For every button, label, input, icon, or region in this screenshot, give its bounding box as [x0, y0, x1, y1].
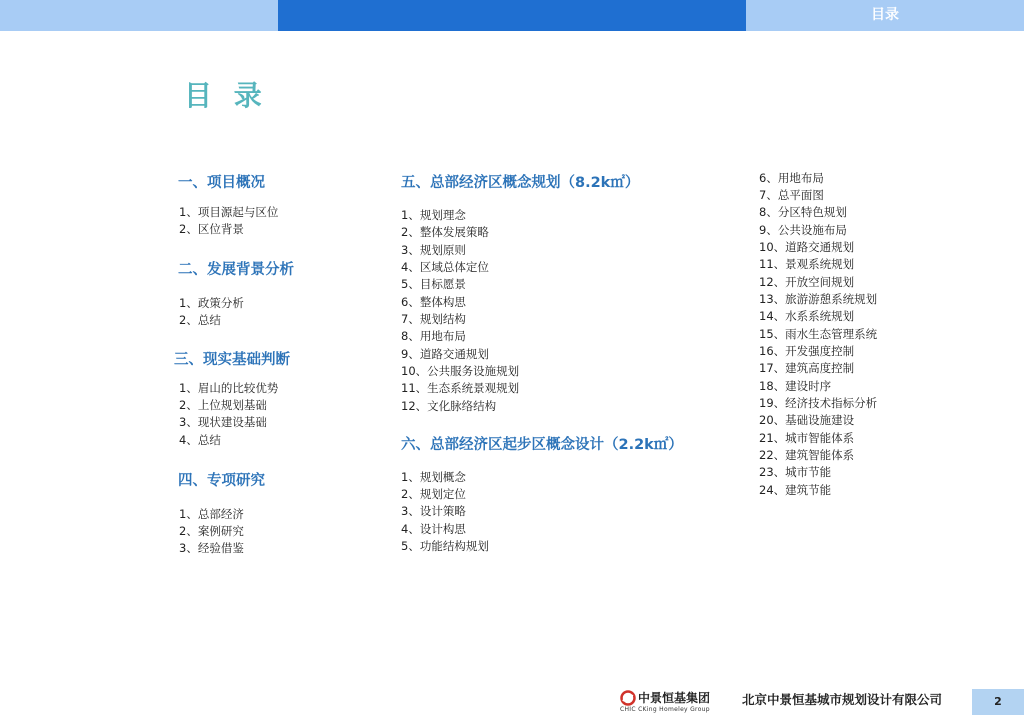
section-heading: 四、专项研究	[178, 473, 265, 489]
toc-item: 5、目标愿景	[401, 277, 466, 291]
toc-item: 3、设计策略	[401, 504, 466, 518]
toc-item: 12、开放空间规划	[759, 275, 855, 289]
toc-item: 7、总平面图	[759, 188, 824, 202]
toc-item: 3、规划原则	[401, 243, 466, 257]
toc-item: 20、基础设施建设	[759, 413, 855, 427]
toc-item: 16、开发强度控制	[759, 344, 855, 358]
toc-item: 1、项目源起与区位	[179, 205, 279, 219]
toc-item: 3、经验借鉴	[179, 541, 244, 555]
toc-item: 3、现状建设基础	[179, 415, 267, 429]
toc-item: 1、眉山的比较优势	[179, 381, 279, 395]
section-heading: 一、项目概况	[178, 175, 265, 191]
toc-item: 13、旅游游憩系统规划	[759, 292, 878, 306]
toc-item: 1、总部经济	[179, 507, 244, 521]
header-band-left	[0, 0, 278, 31]
toc-item: 2、整体发展策略	[401, 225, 489, 239]
toc-item: 4、区域总体定位	[401, 260, 489, 274]
toc-item: 2、规划定位	[401, 487, 466, 501]
toc-item: 22、建筑智能体系	[759, 448, 855, 462]
toc-item: 5、功能结构规划	[401, 539, 489, 553]
section-heading: 六、总部经济区起步区概念设计（2.2k㎡）	[401, 437, 683, 453]
toc-item: 1、政策分析	[179, 296, 244, 310]
page-number: 2	[972, 689, 1024, 715]
toc-item: 2、上位规划基础	[179, 398, 267, 412]
header-label: 目录	[871, 7, 899, 23]
toc-item: 2、案例研究	[179, 524, 244, 538]
toc-item: 23、城市节能	[759, 465, 832, 479]
company-name: 北京中景恒基城市规划设计有限公司	[742, 692, 943, 707]
logo-chinese-name: 中景恒基集团	[638, 691, 711, 705]
logo-english-name: CHIC CKing Homeley Group	[620, 706, 710, 713]
toc-item: 4、总结	[179, 433, 221, 447]
toc-item: 6、用地布局	[759, 171, 824, 185]
toc-item: 10、公共服务设施规划	[401, 364, 520, 378]
toc-item: 14、水系系统规划	[759, 309, 855, 323]
toc-item: 24、建筑节能	[759, 483, 832, 497]
logo-swirl-icon	[620, 690, 636, 706]
company-logo	[620, 689, 720, 717]
toc-item: 15、雨水生态管理系统	[759, 327, 878, 341]
toc-item: 4、设计构思	[401, 522, 466, 536]
toc-item: 2、总结	[179, 313, 221, 327]
toc-item: 12、文化脉络结构	[401, 399, 497, 413]
section-heading: 三、现实基础判断	[174, 352, 290, 368]
toc-item: 10、道路交通规划	[759, 240, 855, 254]
page-title: 目 录	[184, 79, 268, 112]
toc-item: 9、道路交通规划	[401, 347, 489, 361]
toc-item: 1、规划理念	[401, 208, 466, 222]
toc-item: 8、用地布局	[401, 329, 466, 343]
toc-item: 21、城市智能体系	[759, 431, 855, 445]
toc-item: 18、建设时序	[759, 379, 832, 393]
section-heading: 五、总部经济区概念规划（8.2k㎡）	[401, 175, 640, 191]
toc-item: 11、生态系统景观规划	[401, 381, 520, 395]
toc-item: 9、公共设施布局	[759, 223, 847, 237]
section-heading: 二、发展背景分析	[178, 262, 294, 278]
toc-item: 7、规划结构	[401, 312, 466, 326]
toc-item: 19、经济技术指标分析	[759, 396, 878, 410]
toc-item: 17、建筑高度控制	[759, 361, 855, 375]
toc-item: 2、区位背景	[179, 222, 244, 236]
toc-item: 8、分区特色规划	[759, 205, 847, 219]
toc-item: 6、整体构思	[401, 295, 466, 309]
header-band-center	[278, 0, 746, 31]
toc-item: 1、规划概念	[401, 470, 466, 484]
toc-item: 11、景观系统规划	[759, 257, 855, 271]
